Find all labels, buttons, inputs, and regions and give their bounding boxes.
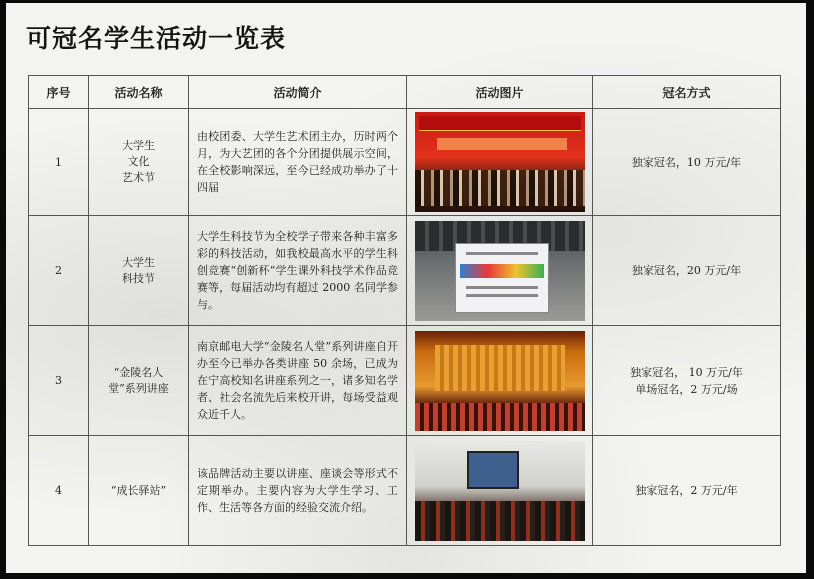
header-number: 序号 <box>29 76 89 109</box>
activity-name: 大学生 科技节 <box>89 216 189 326</box>
activity-description: 南京邮电大学“金陵名人堂”系列讲座自开办至今已举办各类讲座 50 余场，已成为在宁高校知名讲座系列之一，诸多知名学者、社会名流先后来校开讲，每场受益观众近千人。 <box>189 326 407 436</box>
activity-photo-cell <box>407 436 593 546</box>
activity-description: 大学生科技节为全校学子带来各种丰富多彩的科技活动，如我校最高水平的学生科创竞赛“创新杯”学生课外科技学术作品竞赛等，每届活动均有超过 2000 名同学参与。 <box>189 216 407 326</box>
naming-method: 独家冠名， 10 万元/年 单场冠名，2 万元/场 <box>593 326 781 436</box>
activity-photo-cell <box>407 326 593 436</box>
header-naming-method: 冠名方式 <box>593 76 781 109</box>
activity-name: 大学生 文化 艺术节 <box>89 109 189 216</box>
activity-photo-cell <box>407 109 593 216</box>
row-number: 3 <box>29 326 89 436</box>
tech-festival-photo <box>415 221 585 321</box>
table-header-row <box>29 76 781 109</box>
activities-table <box>28 75 781 546</box>
brochure-page <box>6 3 806 573</box>
page-title: 可冠名学生活动一览表 <box>26 24 287 53</box>
header-photo: 活动图片 <box>407 76 593 109</box>
growth-station-photo <box>415 441 585 541</box>
activity-description: 由校团委、大学生艺术团主办，历时两个月，为大艺团的各个分团提供展示空间，在全校影响深远，至今已经成功举办了十四届 <box>189 109 407 216</box>
activity-description: 该品牌活动主要以讲座、座谈会等形式不定期举办。主要内容为大学生学习、工作、生活等各方面的经验交流介绍。 <box>189 436 407 546</box>
header-description: 活动简介 <box>189 76 407 109</box>
table-row <box>29 109 781 216</box>
activity-name: “金陵名人 堂”系列讲座 <box>89 326 189 436</box>
row-number: 1 <box>29 109 89 216</box>
lecture-series-photo <box>415 331 585 431</box>
table-row <box>29 216 781 326</box>
naming-method: 独家冠名，10 万元/年 <box>593 109 781 216</box>
row-number: 4 <box>29 436 89 546</box>
table-row <box>29 436 781 546</box>
table-row <box>29 326 781 436</box>
header-activity-name: 活动名称 <box>89 76 189 109</box>
activity-photo-cell <box>407 216 593 326</box>
art-festival-photo <box>415 112 585 212</box>
activity-name: “成长驿站” <box>89 436 189 546</box>
naming-method: 独家冠名，2 万元/年 <box>593 436 781 546</box>
naming-method: 独家冠名，20 万元/年 <box>593 216 781 326</box>
row-number: 2 <box>29 216 89 326</box>
